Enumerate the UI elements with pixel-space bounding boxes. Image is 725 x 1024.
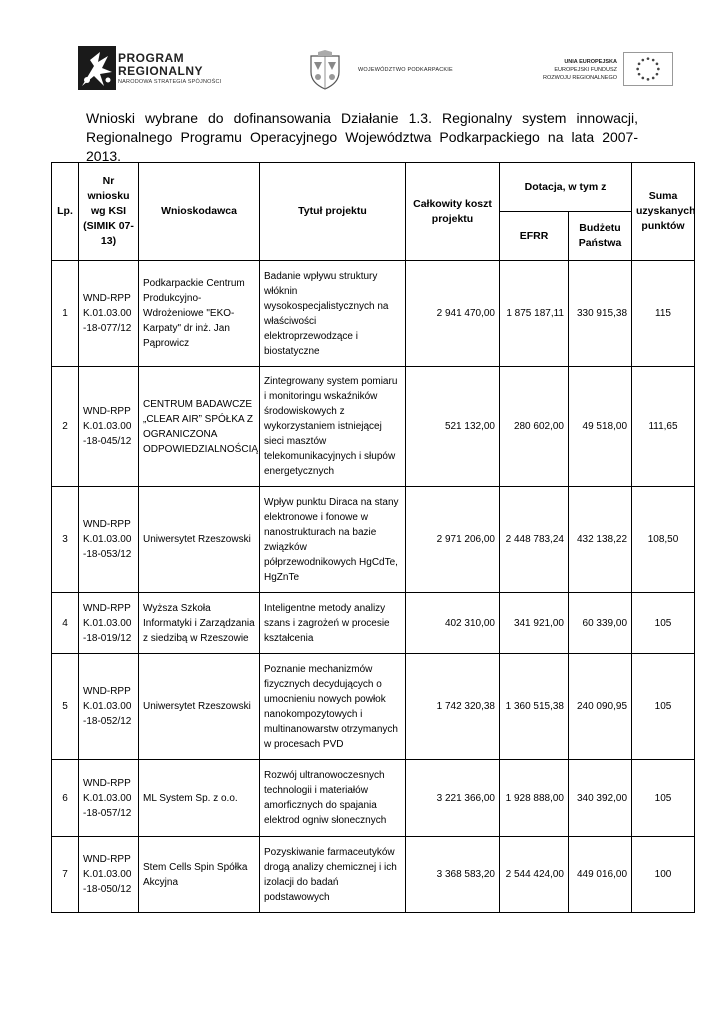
cell-application-number: WND-RPPK.01.03.00-18-053/12 [79,487,139,593]
cell-total-cost: 521 132,00 [406,367,500,487]
voivodeship-name: WOJEWÓDZTWO PODKARPACKIE [358,67,453,73]
cell-efrr: 1 928 888,00 [500,760,569,837]
cell-state-budget: 330 915,38 [569,261,632,367]
cell-application-number: WND-RPPK.01.03.00-18-050/12 [79,837,139,913]
cell-points: 105 [632,654,695,760]
table-row [52,261,695,367]
cell-application-number: WND-RPPK.01.03.00-18-052/12 [79,654,139,760]
header-project-title: Tytuł projektu [260,163,406,261]
header-state-budget: Budżetu Państwa [569,212,632,261]
eu-line3: ROZWOJU REGIONALNEGO [543,75,617,81]
cell-points: 105 [632,760,695,837]
header-applicant: Wnioskodawca [139,163,260,261]
cell-lp: 4 [52,593,79,654]
table-row [52,487,695,593]
cell-points: 105 [632,593,695,654]
header-lp: Lp. [52,163,79,261]
cell-applicant: Uniwersytet Rzeszowski [139,654,260,760]
header-points: Suma uzyskanych punktów [632,163,695,261]
table-row [52,654,695,760]
eu-flag-icon [623,52,673,86]
cell-state-budget: 60 339,00 [569,593,632,654]
cell-application-number: WND-RPPK.01.03.00-18-019/12 [79,593,139,654]
header-grant: Dotacja, w tym z [500,163,632,212]
program-logo-line1: PROGRAM [118,51,185,65]
header-total-cost: Całkowity koszt projektu [406,163,500,261]
cell-total-cost: 1 742 320,38 [406,654,500,760]
cell-project-title: Rozwój ultranowoczesnych technologii i materiałów amorficznych do spajania elektrod ogniw słonecznych [260,760,406,837]
cell-project-title: Pozyskiwanie farmaceutyków drogą analizy chemicznej i ich izolacji do badań podstawowych [260,837,406,913]
eu-line2: EUROPEJSKI FUNDUSZ [554,67,617,73]
cell-points: 111,65 [632,367,695,487]
cell-application-number: WND-RPPK.01.03.00-18-057/12 [79,760,139,837]
cell-state-budget: 49 518,00 [569,367,632,487]
cell-project-title: Wpływ punktu Diraca na stany elektronowe i fonowe w nanostrukturach na bazie związków półprzewodnikowych HgCdTe, HgZnTe [260,487,406,593]
cell-applicant: Podkarpackie Centrum Produkcyjno-Wdrożeniowe "EKO-Karpaty" dr inż. Jan Pąprowicz [139,261,260,367]
cell-state-budget: 340 392,00 [569,760,632,837]
cell-state-budget: 240 090,95 [569,654,632,760]
document-title: Wnioski wybrane do dofinansowania Działanie 1.3. Regionalny system innowacji, Regionalnego Programu Operacyjnego Województwa Podkarpackiego na lata 2007-2013. [86,110,638,164]
cell-project-title: Poznanie mechanizmów fizycznych decydujących o umocnieniu nowych powłok nanokompozytowych i multinanowarstw otrzymanych w procesach PVD [260,654,406,760]
cell-total-cost: 3 221 366,00 [406,760,500,837]
cell-applicant: ML System Sp. z o.o. [139,760,260,837]
cell-total-cost: 2 971 206,00 [406,487,500,593]
cell-efrr: 2 448 783,24 [500,487,569,593]
header-logos [0,40,725,100]
cell-total-cost: 2 941 470,00 [406,261,500,367]
table-row [52,367,695,487]
cell-lp: 5 [52,654,79,760]
cell-applicant: Uniwersytet Rzeszowski [139,487,260,593]
eu-line1: UNIA EUROPEJSKA [564,59,617,65]
cell-points: 115 [632,261,695,367]
cell-application-number: WND-RPPK.01.03.00-18-077/12 [79,261,139,367]
cell-project-title: Inteligentne metody analizy szans i zagrożeń w procesie kształcenia [260,593,406,654]
cell-project-title: Zintegrowany system pomiaru i monitoringu wskaźników środowiskowych z wykorzystaniem istniejącej sieci masztów telekomunikacyjnych i słupów energetycznych [260,367,406,487]
cell-applicant: CENTRUM BADAWCZE „CLEAR AIR” SPÓŁKA Z OGRANICZONA ODPOWIEDZIALNOŚCIĄ [139,367,260,487]
cell-total-cost: 402 310,00 [406,593,500,654]
cell-lp: 6 [52,760,79,837]
program-regionalny-mark-icon [78,46,116,90]
cell-state-budget: 449 016,00 [569,837,632,913]
cell-lp: 3 [52,487,79,593]
program-regionalny-logo [78,46,228,92]
cell-lp: 1 [52,261,79,367]
cell-points: 100 [632,837,695,913]
cell-efrr: 280 602,00 [500,367,569,487]
table-row [52,760,695,837]
cell-efrr: 341 921,00 [500,593,569,654]
cell-lp: 2 [52,367,79,487]
header-application-number: Nr wniosku wg KSI (SIMIK 07-13) [79,163,139,261]
eu-fund-text [543,58,617,82]
program-logo-line3: NARODOWA STRATEGIA SPÓJNOŚCI [118,79,222,85]
cell-lp: 7 [52,837,79,913]
table-row [52,593,695,654]
cell-efrr: 2 544 424,00 [500,837,569,913]
table-row [52,837,695,913]
cell-efrr: 1 875 187,11 [500,261,569,367]
cell-total-cost: 3 368 583,20 [406,837,500,913]
cell-state-budget: 432 138,22 [569,487,632,593]
cell-applicant: Stem Cells Spin Spółka Akcyjna [139,837,260,913]
program-regionalny-text [118,52,221,85]
cell-applicant: Wyższa Szkoła Informatyki i Zarządzania z siedzibą w Rzeszowie [139,593,260,654]
cell-efrr: 1 360 515,38 [500,654,569,760]
voivodeship-crest-icon [308,50,342,90]
program-logo-line2: REGIONALNY [118,64,204,78]
cell-points: 108,50 [632,487,695,593]
cell-project-title: Badanie wpływu struktury włóknin wysokospecjalistycznych na właściwości elektroprzewodzące i biostatyczne [260,261,406,367]
header-efrr: EFRR [500,212,569,261]
grants-table [51,162,695,913]
cell-application-number: WND-RPPK.01.03.00-18-045/12 [79,367,139,487]
